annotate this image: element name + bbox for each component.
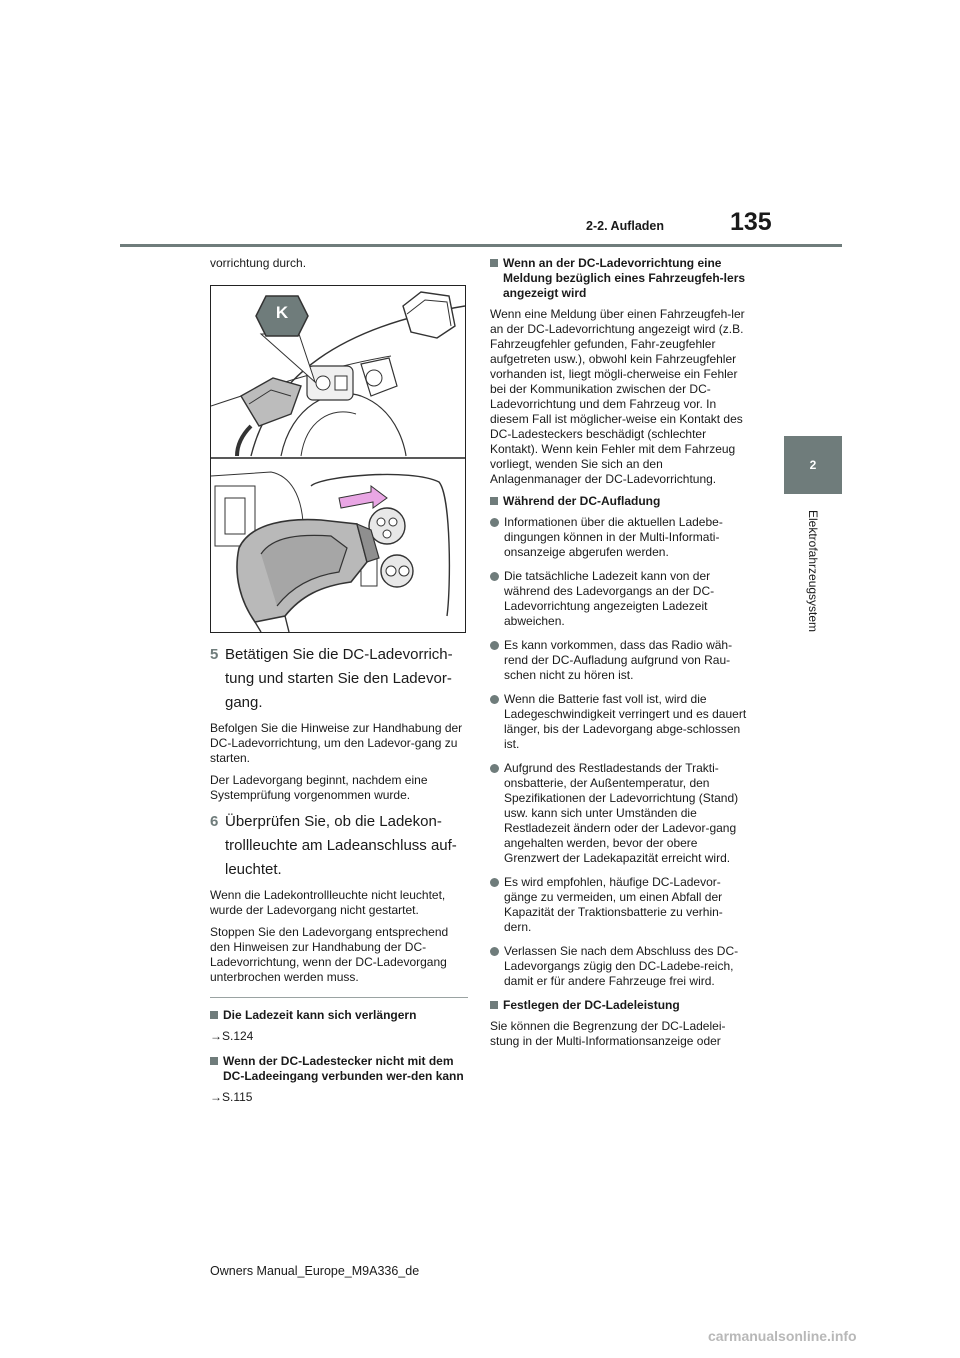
heading-vehicle-error-message xyxy=(490,256,748,301)
step-5 xyxy=(210,643,468,715)
heading-plug-not-connected xyxy=(210,1054,468,1084)
list-item-text: Die tatsächliche Ladezeit kann von der während des Ladevorgangs an der DC-Ladevorrichtung angezeigten Ladezeit abweichen. xyxy=(504,569,715,628)
step-6-number: 6 xyxy=(210,813,219,830)
heading-text: Während der DC-Aufladung xyxy=(503,494,661,508)
dot-bullet-icon xyxy=(490,764,499,773)
list-item xyxy=(490,638,748,683)
square-bullet-icon xyxy=(490,497,498,505)
dot-bullet-icon xyxy=(490,878,499,887)
paragraph: Sie können die Begrenzung der DC-Ladelei-stung in der Multi-Informationsanzeige oder xyxy=(490,1019,726,1048)
list-item-text: Es kann vorkommen, dass das Radio wäh-rend der DC-Aufladung aufgrund von Rau-schen nicht zu hören ist. xyxy=(504,638,733,682)
dot-bullet-icon xyxy=(490,947,499,956)
side-tab-number: 2 xyxy=(809,458,817,472)
page-number: 135 xyxy=(730,208,772,236)
side-tab-label: Elektrofahrzeugsystem xyxy=(806,510,820,633)
charging-illustration-drawing xyxy=(211,286,465,632)
dot-bullet-icon xyxy=(490,641,499,650)
step-6-text: Überprüfen Sie, ob die Ladekon-trollleuchte am Ladeanschluss auf-leuchtet. xyxy=(225,813,457,878)
step-6 xyxy=(210,810,468,882)
list-item-text: Verlassen Sie nach dem Abschluss des DC-Ladevorgangs zügig den DC-Ladebe-reich, damit er für andere Fahrzeuge frei wird. xyxy=(504,944,739,988)
list-item xyxy=(490,569,748,629)
list-item xyxy=(490,761,748,866)
paragraph: Wenn eine Meldung über einen Fahrzeugfeh-ler an der DC-Ladevorrichtung angezeigt wird (z.B. Fahrzeugfehler gefunden, Fahr-zeugfehler aufgetreten usw.), obwohl kein Fahrzeugfehler vorhanden ist, liegt mögli-cherweise ein Fehler bei der Kommunikation zwischen der DC-Ladevorrichtung und dem Fahrzeug vor. In diesem Fall ist möglicher-weise ein Kontakt des DC-Ladesteckers beschädigt (schlechter Kontakt). Wenn kein Fehler mit dem Fahrzeug vorliegt, wenden Sie sich an den Anlagenmanager der DC-Ladevorrichtung. xyxy=(490,307,745,486)
heading-text: Wenn der DC-Ladestecker nicht mit dem DC-Ladeeingang verbunden wer-den kann xyxy=(223,1054,464,1083)
dot-bullet-icon xyxy=(490,695,499,704)
list-item-text: Informationen über die aktuellen Ladebe-dingungen können in der Multi-Informati-onsanzeige abgerufen werden. xyxy=(504,515,723,559)
square-bullet-icon xyxy=(210,1057,218,1065)
paragraph: Wenn die Ladekontrollleuchte nicht leuchtet, wurde der Ladevorgang nicht gestartet. xyxy=(210,888,446,917)
page-reference-link[interactable]: →S.124 xyxy=(210,1029,254,1043)
right-column xyxy=(490,256,748,1056)
heading-text: Wenn an der DC-Ladevorrichtung eine Meldung bezüglich eines Fahrzeugfeh-lers angezeigt wird xyxy=(503,256,746,300)
charging-illustration xyxy=(210,285,466,633)
footer-manual-id: Owners Manual_Europe_M9A336_de xyxy=(210,1264,420,1278)
page-reference-link[interactable]: →S.115 xyxy=(210,1090,253,1104)
heading-text: Die Ladezeit kann sich verlängern xyxy=(223,1008,417,1022)
left-column xyxy=(210,256,468,1115)
header-rule xyxy=(120,244,842,247)
list-item-text: Aufgrund des Restladestands der Trakti-onsbatterie, der Außentemperatur, den Spezifikationen der Ladevorrichtung (Stand) usw. kann sich unter Umständen die Restladezeit ändern oder der Ladevor-gang angehalten werden, bevor der obere Grenzwert der Ladekapazität erreicht wird. xyxy=(504,761,739,865)
list-item xyxy=(490,692,748,752)
list-item xyxy=(490,515,748,560)
heading-charging-time xyxy=(210,1008,468,1023)
list-item xyxy=(490,944,748,989)
heading-text: Festlegen der DC-Ladeleistung xyxy=(503,998,680,1012)
header-section: 2-2. Aufladen xyxy=(586,219,665,233)
list-item-text: Es wird empfohlen, häufige DC-Ladevor-gänge zu vermeiden, um einen Abfall der Kapazität der Traktionsbatterie zu verhin-dern. xyxy=(504,875,723,934)
dot-bullet-icon xyxy=(490,572,499,581)
dot-bullet-icon xyxy=(490,518,499,527)
heading-during-dc-charging xyxy=(490,494,748,509)
paragraph: Befolgen Sie die Hinweise zur Handhabung der DC-Ladevorrichtung, um den Ladevor-gang zu starten. xyxy=(210,721,463,765)
continuation-text: vorrichtung durch. xyxy=(210,256,307,270)
square-bullet-icon xyxy=(210,1011,218,1019)
figure-label-badge xyxy=(254,294,310,338)
step-5-number: 5 xyxy=(210,646,219,663)
watermark: carmanualsonline.info xyxy=(708,1328,857,1344)
list-item xyxy=(490,875,748,935)
section-divider xyxy=(210,997,468,998)
square-bullet-icon xyxy=(490,1001,498,1009)
figure-label: K xyxy=(275,303,289,322)
step-5-text: Betätigen Sie die DC-Ladevorrich-tung und starten Sie den Ladevor-gang. xyxy=(225,646,453,711)
heading-dc-charging-power xyxy=(490,998,748,1013)
list-item-text: Wenn die Batterie fast voll ist, wird die Ladegeschwindigkeit verringert und es dauert länger, bis der Ladevorgang abge-schlossen ist. xyxy=(504,692,747,751)
paragraph: Der Ladevorgang beginnt, nachdem eine Systemprüfung vorgenommen wurde. xyxy=(210,773,428,802)
paragraph: Stoppen Sie den Ladevorgang entsprechend den Hinweisen zur Handhabung der DC-Ladevorrichtung, wenn der DC-Ladevorgang unterbrochen werden muss. xyxy=(210,925,449,984)
side-tab xyxy=(784,436,842,494)
square-bullet-icon xyxy=(490,259,498,267)
